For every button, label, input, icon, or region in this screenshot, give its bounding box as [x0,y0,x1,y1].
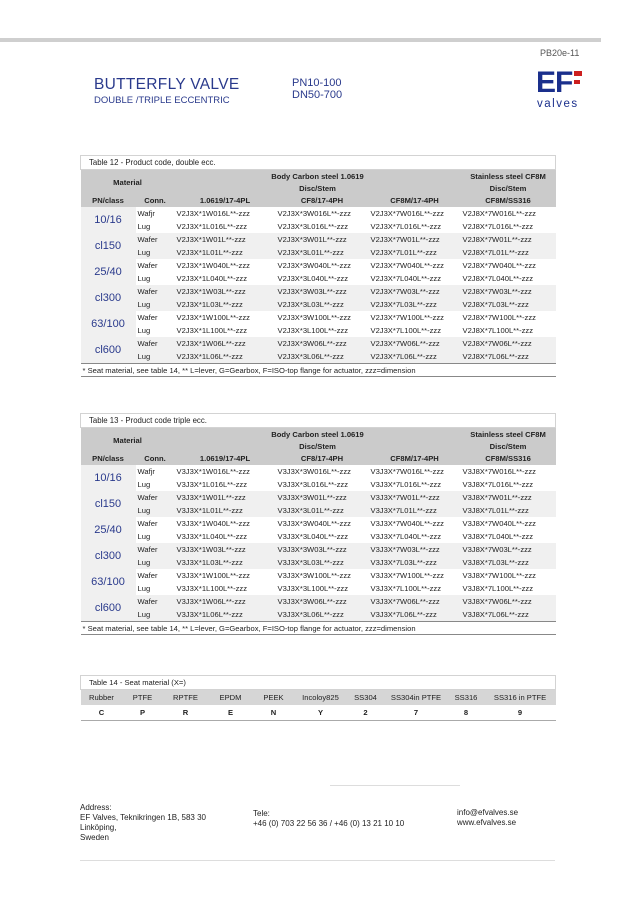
table-caption: Table 12 - Product code, double ecc. [81,156,556,170]
pn-class-cell: cl600 [81,595,136,622]
code-cell: V2J8X*7W040L**-zzz [462,261,536,270]
code-cell: V2J3X*3W03L**-zzz [276,285,369,298]
table-row [81,569,556,582]
seat-material-name: Rubber [81,690,123,706]
col-header-2: CF8/17-4PH [276,194,369,207]
code-cell: V3J3X*1L040L**-zzz [176,532,247,541]
conn-cell: Wafer [136,337,175,350]
seat-material-name: SS304in PTFE [385,690,448,706]
seat-material-name: PTFE [123,690,163,706]
col-header-1: 1.0619/17-4PL [175,194,276,207]
code-cell: V2J3X*7L040L**-zzz [370,274,441,283]
pn-class-cell: 10/16 [81,207,136,233]
col-header-3: CF8M/17-4PH [369,194,461,207]
seat-material-name: RPTFE [163,690,209,706]
code-cell: V2J3X*1W03L**-zzz [175,285,276,298]
seat-material-code: 9 [485,705,556,721]
conn-cell: Wafer [137,519,158,528]
table-caption: Table 14 - Seat material (X=) [81,676,556,690]
conn-cell: Lug [137,532,151,541]
code-cell: V2J8X*7W01L**-zzz [461,233,556,246]
pn-class-cell: cl300 [81,543,136,569]
code-cell: V3J8X*7L100L**-zzz [462,584,533,593]
disc-stem-header-2: Disc/Stem [461,440,556,452]
code-cell: V3J3X*3L016L**-zzz [277,480,348,489]
conn-cell: Wafer [137,571,158,580]
code-cell: V2J3X*1W06L**-zzz [175,337,276,350]
code-cell: V2J3X*1W040L**-zzz [176,261,250,270]
code-cell: V3J3X*7W100L**-zzz [370,571,444,580]
page-subtitle: DOUBLE /TRIPLE ECCENTRIC [94,95,230,106]
code-cell: V2J3X*3L06L**-zzz [276,350,369,364]
code-cell: V3J3X*3W06L**-zzz [276,595,369,608]
code-cell: V2J3X*7W06L**-zzz [369,337,461,350]
seat-material-name: SS304 [347,690,385,706]
col-header-3: CF8M/17-4PH [369,452,461,465]
table-row [81,491,556,504]
footer-address [80,803,206,843]
code-cell: V3J3X*1W03L**-zzz [175,543,276,556]
code-cell: V2J3X*7W100L**-zzz [370,313,444,322]
pn-class-cell: 10/16 [81,465,136,491]
seat-material-name: PEEK [253,690,295,706]
code-cell: V3J3X*7L040L**-zzz [370,532,441,541]
conn-cell: Lug [136,350,175,364]
logo-red-accent [574,71,584,93]
pn-class-cell: 25/40 [81,259,136,285]
table-row [81,324,556,337]
pn-class-cell: cl150 [81,233,136,259]
table-row [81,543,556,556]
conn-cell: Wafer [137,313,158,322]
code-cell: V2J3X*3L040L**-zzz [277,274,348,283]
code-cell: V2J8X*7W06L**-zzz [461,337,556,350]
conn-cell: Wafer [136,491,175,504]
code-cell: V2J3X*1W01L**-zzz [175,233,276,246]
code-cell: V3J8X*7L03L**-zzz [461,556,556,569]
seat-material-name: SS316 in PTFE [485,690,556,706]
table-row [81,530,556,543]
code-cell: V3J3X*7W016L**-zzz [370,467,444,476]
tele-value: +46 (0) 703 22 56 36 / +46 (0) 13 21 10 10 [253,819,405,828]
code-cell: V3J3X*1L01L**-zzz [175,504,276,517]
code-cell: V3J3X*7L01L**-zzz [369,504,461,517]
col-header-2: CF8/17-4PH [276,452,369,465]
code-cell: V3J3X*1L06L**-zzz [175,608,276,622]
code-cell: V2J3X*3W100L**-zzz [277,313,351,322]
conn-cell: Wafer [136,285,175,298]
conn-cell: Lug [136,504,175,517]
code-cell: V2J3X*3L016L**-zzz [277,222,348,231]
table-footnote: * Seat material, see table 14, ** L=lever, G=Gearbox, F=ISO-top flange for actuator, zzz=dimension [81,364,556,377]
table-row [81,608,556,622]
footer-phone [253,809,404,829]
code-cell: V2J3X*3L03L**-zzz [276,298,369,311]
table-row [81,465,556,478]
table-row [81,595,556,608]
body-carbon-header: Body Carbon steel 1.0619 [175,428,461,441]
col-header-4: CF8M/SS316 [461,452,556,465]
code-cell: V3J8X*7W100L**-zzz [462,571,536,580]
code-cell: V3J3X*1L016L**-zzz [176,480,247,489]
code-cell: V3J3X*3L03L**-zzz [276,556,369,569]
col-header-4: CF8M/SS316 [461,194,556,207]
conn-cell: Lug [137,274,151,283]
code-cell: V2J8X*7L03L**-zzz [461,298,556,311]
conn-cell: Lug [137,326,151,335]
code-cell: V2J3X*7W040L**-zzz [370,261,444,270]
address-label: Address: [80,803,112,812]
code-cell: V2J3X*3W040L**-zzz [277,261,351,270]
code-cell: V3J3X*3W03L**-zzz [276,543,369,556]
code-cell: V2J3X*7W016L**-zzz [370,209,444,218]
code-cell: V3J3X*7L100L**-zzz [370,584,441,593]
conn-cell: Lug [137,584,151,593]
seat-material-name: Incoloy825 [295,690,347,706]
pn-class-header: PN/class [81,194,136,207]
code-cell: V2J3X*7L06L**-zzz [369,350,461,364]
conn-cell: Lug [137,480,151,489]
body-carbon-header: Body Carbon steel 1.0619 [175,170,461,183]
conn-cell: Wafjr [137,467,155,476]
seat-material-code: 2 [347,705,385,721]
conn-cell: Lug [137,222,151,231]
code-cell: V3J3X*1W040L**-zzz [176,519,250,528]
conn-header: Conn. [136,194,175,207]
pn-class-cell: cl300 [81,285,136,311]
code-cell: V3J8X*7W03L**-zzz [461,543,556,556]
seat-material-code: 8 [448,705,485,721]
code-cell: V2J3X*7L016L**-zzz [370,222,441,231]
code-cell: V3J8X*7W016L**-zzz [462,467,536,476]
code-cell: V3J3X*3W100L**-zzz [277,571,351,580]
conn-cell: Wafjr [137,209,155,218]
seat-material-code: C [81,705,123,721]
code-cell: V3J8X*7L016L**-zzz [462,480,533,489]
page-title: BUTTERFLY VALVE [94,76,240,93]
code-cell: V2J8X*7L100L**-zzz [462,326,533,335]
code-cell: V2J3X*1L100L**-zzz [176,326,247,335]
code-cell: V3J3X*3L01L**-zzz [276,504,369,517]
code-cell: V2J8X*7W03L**-zzz [461,285,556,298]
disc-stem-header: Disc/Stem [175,440,461,452]
code-cell: V2J3X*7L100L**-zzz [370,326,441,335]
code-cell: V3J3X*1W06L**-zzz [175,595,276,608]
code-cell: V3J3X*3W040L**-zzz [277,519,351,528]
code-cell: V3J3X*1W016L**-zzz [176,467,250,476]
table-row [81,350,556,364]
conn-cell: Lug [136,608,175,622]
code-cell: V3J8X*7L06L**-zzz [461,608,556,622]
email-link[interactable]: info@efvalves.se [457,808,519,817]
table-row [81,582,556,595]
web-link[interactable]: www.efvalves.se [457,818,517,827]
conn-cell: Wafer [136,233,175,246]
seat-material-code: R [163,705,209,721]
conn-cell: Wafer [136,595,175,608]
code-cell: V2J3X*7L01L**-zzz [369,246,461,259]
conn-cell: Wafer [136,543,175,556]
logo-ef-text: EF [536,66,573,99]
pn-range: PN10-100 [292,77,342,89]
code-cell: V2J3X*1L06L**-zzz [175,350,276,364]
pn-class-cell: 63/100 [81,569,136,595]
conn-cell: Lug [136,556,175,569]
table-row [81,220,556,233]
table-13-triple-ecc [80,413,556,635]
address-line-3: Sweden [80,833,109,842]
seat-material-name: SS316 [448,690,485,706]
code-cell: V2J3X*1L01L**-zzz [175,246,276,259]
pn-class-header: PN/class [81,452,136,465]
conn-cell: Lug [136,246,175,259]
code-cell: V3J3X*1W100L**-zzz [176,571,250,580]
pn-class-cell: cl600 [81,337,136,364]
code-cell: V2J3X*3W06L**-zzz [276,337,369,350]
pn-class-cell: 25/40 [81,517,136,543]
table-row [81,207,556,220]
code-cell: V3J3X*3L100L**-zzz [277,584,348,593]
table-14-seat-material [80,675,556,721]
code-cell: V3J8X*7L040L**-zzz [462,532,533,541]
code-cell: V2J3X*1W016L**-zzz [176,209,250,218]
pn-class-cell: 63/100 [81,311,136,337]
code-cell: V2J3X*3L100L**-zzz [277,326,348,335]
tele-label: Tele: [253,809,270,818]
table-row [81,259,556,272]
code-cell: V3J3X*7L016L**-zzz [370,480,441,489]
code-cell: V3J3X*7L06L**-zzz [369,608,461,622]
pressure-range [292,77,342,101]
address-line-2: Linköping, [80,823,117,832]
code-cell: V2J8X*7W016L**-zzz [462,209,536,218]
code-cell: V3J8X*7W040L**-zzz [462,519,536,528]
disc-stem-header-2: Disc/Stem [461,182,556,194]
code-cell: V3J3X*3W016L**-zzz [277,467,351,476]
code-cell: V2J3X*3W01L**-zzz [276,233,369,246]
seat-material-code: N [253,705,295,721]
table-row [81,233,556,246]
code-cell: V2J3X*1L016L**-zzz [176,222,247,231]
code-cell: V2J3X*1W100L**-zzz [176,313,250,322]
logo-ef-mark [536,66,572,100]
code-cell: V3J8X*7W01L**-zzz [461,491,556,504]
table-footnote: * Seat material, see table 14, ** L=lever, G=Gearbox, F=ISO-top flange for actuator, zzz=dimension [81,622,556,635]
table-12-double-ecc [80,155,556,377]
stainless-header: Stainless steel CF8M [461,170,556,183]
seat-material-code: P [123,705,163,721]
code-cell: V3J3X*3W01L**-zzz [276,491,369,504]
table-row [81,504,556,517]
code-cell: V2J3X*1L040L**-zzz [176,274,247,283]
code-cell: V3J3X*3L040L**-zzz [277,532,348,541]
code-cell: V2J8X*7L06L**-zzz [461,350,556,364]
code-cell: V2J8X*7L040L**-zzz [462,274,533,283]
col-header-1: 1.0619/17-4PL [175,452,276,465]
table-row [81,556,556,569]
code-cell: V2J3X*7W01L**-zzz [369,233,461,246]
table-row [81,285,556,298]
dn-range: DN50-700 [292,89,343,101]
code-cell: V2J3X*1L03L**-zzz [175,298,276,311]
code-cell: V2J8X*7W100L**-zzz [462,313,536,322]
seat-material-name: EPDM [209,690,253,706]
code-cell: V3J8X*7L01L**-zzz [461,504,556,517]
table-row [81,298,556,311]
seat-material-code: E [209,705,253,721]
seat-material-code: 7 [385,705,448,721]
ef-valves-logo [530,66,588,115]
code-cell: V3J3X*1W01L**-zzz [175,491,276,504]
code-cell: V2J3X*7L03L**-zzz [369,298,461,311]
footer-divider [330,785,460,786]
code-cell: V3J3X*7W01L**-zzz [369,491,461,504]
code-cell: V2J8X*7L01L**-zzz [461,246,556,259]
document-id: PB20e-11 [540,48,580,58]
address-line-1: EF Valves, Teknikringen 1B, 583 30 [80,813,206,822]
code-cell: V2J3X*3L01L**-zzz [276,246,369,259]
conn-header: Conn. [136,452,175,465]
table-row [81,478,556,491]
code-cell: V3J3X*1L03L**-zzz [175,556,276,569]
table-row [81,311,556,324]
table-row [81,246,556,259]
conn-cell: Wafer [137,261,158,270]
code-cell: V3J3X*7W040L**-zzz [370,519,444,528]
logo-valves-text: valves [537,98,579,110]
code-cell: V3J3X*3L06L**-zzz [276,608,369,622]
code-cell: V2J3X*3W016L**-zzz [277,209,351,218]
code-cell: V3J3X*7W06L**-zzz [369,595,461,608]
bottom-divider [80,860,555,861]
top-divider [0,38,601,42]
table-caption: Table 13 - Product code triple ecc. [81,414,556,428]
footer-contact [457,808,518,828]
pn-class-cell: cl150 [81,491,136,517]
material-header: Material [81,170,175,195]
code-cell: V3J3X*7L03L**-zzz [369,556,461,569]
conn-cell: Lug [136,298,175,311]
code-cell: V2J3X*7W03L**-zzz [369,285,461,298]
code-cell: V3J3X*1L100L**-zzz [176,584,247,593]
stainless-header: Stainless steel CF8M [461,428,556,441]
table-row [81,272,556,285]
table-row [81,337,556,350]
material-header: Material [81,428,175,453]
disc-stem-header: Disc/Stem [175,182,461,194]
seat-material-code: Y [295,705,347,721]
code-cell: V2J8X*7L016L**-zzz [462,222,533,231]
code-cell: V3J3X*7W03L**-zzz [369,543,461,556]
table-row [81,517,556,530]
code-cell: V3J8X*7W06L**-zzz [461,595,556,608]
